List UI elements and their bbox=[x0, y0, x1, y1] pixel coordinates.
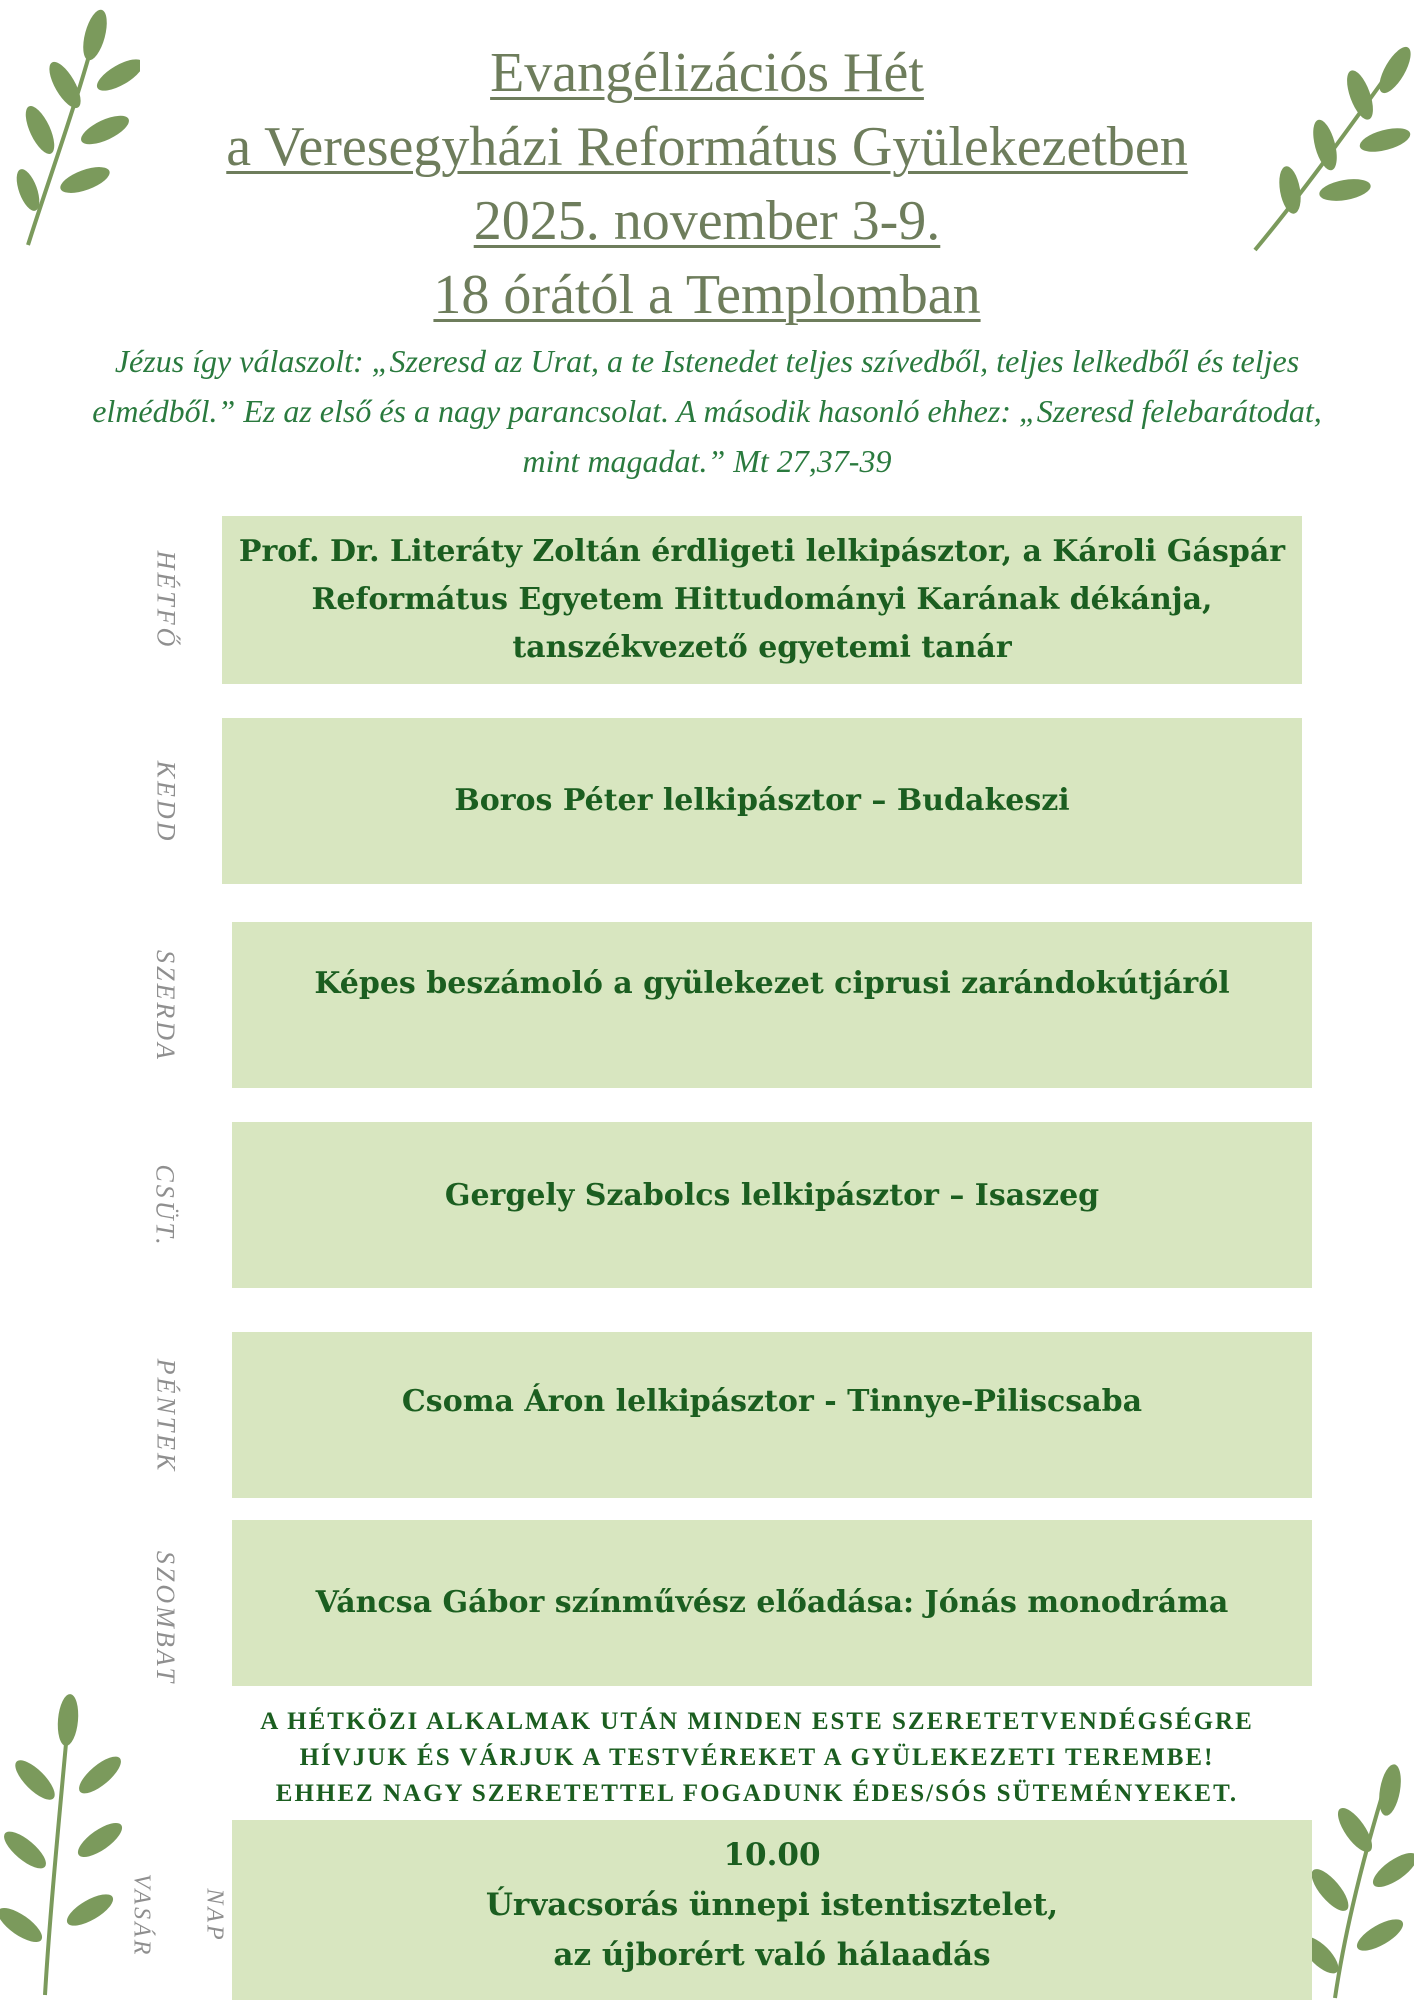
program-box-wednesday: Képes beszámoló a gyülekezet ciprusi zarándokútjáról bbox=[232, 922, 1312, 1088]
notice-line-2: HÍVJUK ÉS VÁRJUK A TESTVÉREKET A GYÜLEKEZETI TEREMBE! bbox=[299, 1744, 1215, 1771]
leaf-branch-bottom-left-icon bbox=[0, 1690, 140, 2000]
title-block bbox=[150, 36, 1264, 332]
program-box-monday: Prof. Dr. Literáty Zoltán érdligeti lelkipásztor, a Károli Gáspár Református Egyetem Hittudományi Karának dékánja, tanszékvezető egyetemi tanár bbox=[222, 516, 1302, 684]
day-label-saturday: SZOMBAT bbox=[151, 1550, 180, 1686]
sunday-line-1: Úrvacsorás ünnepi istentisztelet, bbox=[485, 1887, 1059, 1923]
program-box-thursday: Gergely Szabolcs lelkipásztor – Isaszeg bbox=[232, 1122, 1312, 1288]
day-label-sunday: VASÁR NAP bbox=[128, 1873, 228, 1957]
sunday-line-2: az újborért való hálaadás bbox=[553, 1937, 991, 1973]
bible-verse: Jézus így válaszolt: „Szeresd az Urat, a te Istenedet teljes szívedből, teljes lelkedből és teljes elmédből.” Ez az első és a nagy parancsolat. A második hasonló ehhez: „Szeresd felebarátodat, mint magadat.” Mt 27,37-39 bbox=[92, 343, 1322, 479]
program-box-tuesday: Boros Péter lelkipásztor – Budakeszi bbox=[222, 718, 1302, 884]
title-line-2: a Veresegyházi Református Gyülekezetben bbox=[226, 116, 1188, 178]
sunday-time: 10.00 bbox=[723, 1837, 821, 1873]
day-label-monday: HÉTFŐ bbox=[151, 550, 180, 650]
leaf-branch-top-right-icon bbox=[1245, 40, 1414, 260]
fellowship-notice bbox=[200, 1704, 1314, 1812]
day-label-thursday: CSÜT. bbox=[151, 1164, 180, 1248]
day-label-wednesday: SZERDA bbox=[151, 950, 181, 1062]
leaf-branch-top-left-icon bbox=[10, 5, 140, 250]
program-box-friday: Csoma Áron lelkipásztor - Tinnye-Piliscsaba bbox=[232, 1332, 1312, 1498]
notice-line-3: EHHEZ NAGY SZERETETTEL FOGADUNK ÉDES/SÓS SÜTEMÉNYEKET. bbox=[275, 1780, 1239, 1807]
title-line-4: 18 órától a Templomban bbox=[433, 264, 981, 326]
day-label-friday: PÉNTEK bbox=[151, 1358, 181, 1474]
notice-line-1: A HÉTKÖZI ALKALMAK UTÁN MINDEN ESTE SZERETETVENDÉGSÉGRE bbox=[260, 1708, 1254, 1735]
program-box-sunday bbox=[232, 1820, 1312, 2000]
program-box-saturday: Váncsa Gábor színművész előadása: Jónás monodráma bbox=[232, 1520, 1312, 1686]
title-line-3: 2025. november 3-9. bbox=[473, 190, 941, 252]
day-label-tuesday: KEDD bbox=[151, 760, 180, 844]
title-line-1: Evangélizációs Hét bbox=[490, 42, 924, 104]
